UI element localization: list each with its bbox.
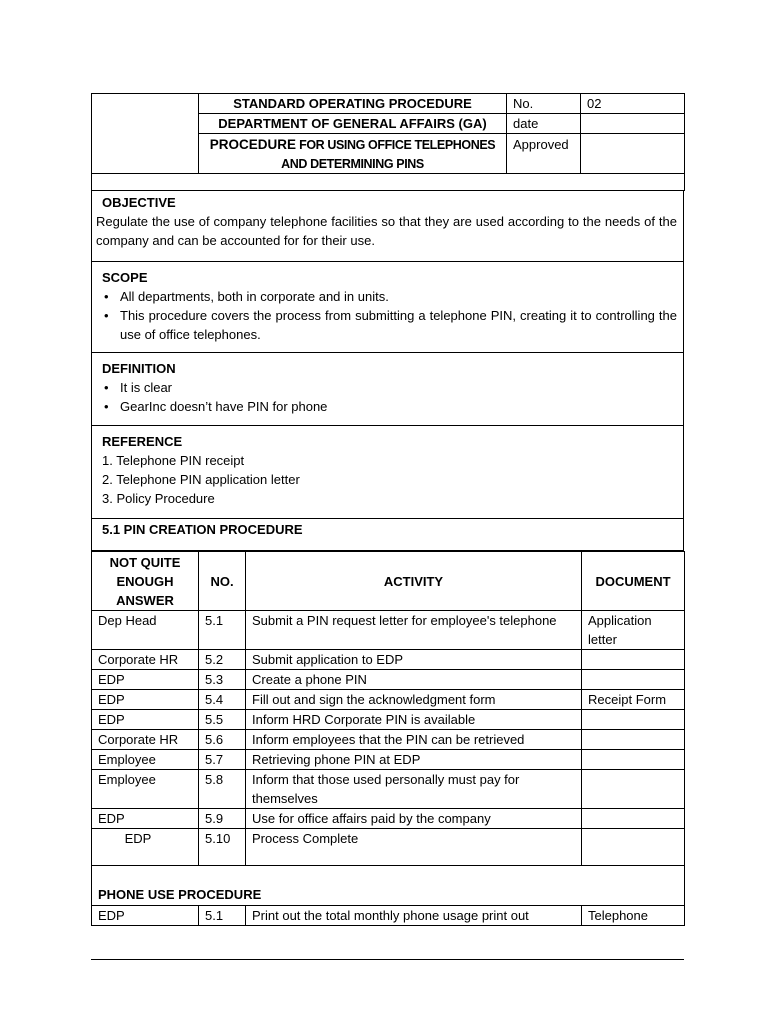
table-row bbox=[92, 809, 685, 829]
row-document bbox=[582, 710, 685, 730]
row-document bbox=[582, 650, 685, 670]
row-activity: Process Complete bbox=[246, 829, 582, 866]
table-row bbox=[92, 670, 685, 690]
procedure-title-bold: PROCEDURE bbox=[209, 137, 297, 152]
definition-section bbox=[92, 353, 684, 426]
row-activity: Inform that those used personally must pay for themselves bbox=[246, 770, 582, 809]
objective-section bbox=[92, 191, 684, 262]
row-document: Receipt Form bbox=[582, 690, 685, 710]
footer-divider bbox=[91, 959, 684, 960]
row-activity: Use for office affairs paid by the company bbox=[246, 809, 582, 829]
column-header-no: NO. bbox=[199, 552, 246, 611]
scope-section bbox=[92, 262, 684, 353]
row-role: Corporate HR bbox=[92, 650, 199, 670]
row-role: Employee bbox=[92, 770, 199, 809]
row-activity: Inform HRD Corporate PIN is available bbox=[246, 710, 582, 730]
row-document bbox=[582, 670, 685, 690]
definition-title: DEFINITION bbox=[102, 361, 176, 376]
row-document bbox=[582, 829, 685, 866]
row-role: Corporate HR bbox=[92, 730, 199, 750]
column-header-role: NOT QUITE ENOUGH ANSWER bbox=[92, 552, 199, 611]
list-item: 1. Telephone PIN receipt bbox=[102, 453, 245, 468]
approved-label: Approved bbox=[507, 134, 581, 174]
no-label: No. bbox=[507, 94, 581, 114]
approved-value bbox=[581, 134, 685, 174]
row-role: EDP bbox=[92, 809, 199, 829]
table-row bbox=[92, 829, 685, 866]
objective-title: OBJECTIVE bbox=[102, 195, 176, 210]
list-item: • GearInc doesn’t have PIN for phone bbox=[102, 397, 677, 416]
list-item: 3. Policy Procedure bbox=[102, 491, 215, 506]
sections-table bbox=[91, 191, 684, 551]
column-header-activity: ACTIVITY bbox=[246, 552, 582, 611]
table-row bbox=[92, 750, 685, 770]
row-no: 5.6 bbox=[199, 730, 246, 750]
row-no: 5.4 bbox=[199, 690, 246, 710]
department-title: DEPARTMENT OF GENERAL AFFAIRS (GA) bbox=[199, 114, 507, 134]
row-role: EDP bbox=[92, 906, 199, 926]
table-row bbox=[92, 650, 685, 670]
scope-title: SCOPE bbox=[102, 270, 148, 285]
row-activity: Print out the total monthly phone usage print out bbox=[246, 906, 582, 926]
reference-title: REFERENCE bbox=[102, 434, 183, 449]
table-row bbox=[92, 710, 685, 730]
row-role: Dep Head bbox=[92, 611, 199, 650]
column-header-document: DOCUMENT bbox=[582, 552, 685, 611]
table-row bbox=[92, 730, 685, 750]
row-role: EDP bbox=[92, 690, 199, 710]
table-row bbox=[92, 906, 685, 926]
date-value bbox=[581, 114, 685, 134]
row-activity: Submit a PIN request letter for employee's telephone bbox=[246, 611, 582, 650]
pin-creation-table bbox=[91, 551, 685, 926]
reference-section bbox=[92, 426, 684, 519]
procedure-title bbox=[199, 134, 507, 174]
row-role: EDP bbox=[92, 829, 199, 866]
row-no: 5.10 bbox=[199, 829, 246, 866]
row-no: 5.8 bbox=[199, 770, 246, 809]
row-document bbox=[582, 730, 685, 750]
spacer-row bbox=[92, 174, 685, 191]
row-no: 5.3 bbox=[199, 670, 246, 690]
row-no: 5.7 bbox=[199, 750, 246, 770]
definition-list bbox=[98, 378, 677, 416]
list-item: • All departments, both in corporate and in units. bbox=[102, 287, 677, 306]
scope-list bbox=[98, 287, 677, 344]
row-activity: Retrieving phone PIN at EDP bbox=[246, 750, 582, 770]
row-activity: Create a phone PIN bbox=[246, 670, 582, 690]
row-role: EDP bbox=[92, 710, 199, 730]
row-document bbox=[582, 750, 685, 770]
reference-list bbox=[98, 451, 677, 508]
row-document: Telephone bbox=[582, 906, 685, 926]
row-no: 5.2 bbox=[199, 650, 246, 670]
sop-title: STANDARD OPERATING PROCEDURE bbox=[199, 94, 507, 114]
list-item: • This procedure covers the process from submitting a telephone PIN, creating it to controlling the use of office telephones. bbox=[102, 306, 677, 344]
sop-document bbox=[91, 93, 684, 926]
row-no: 5.9 bbox=[199, 809, 246, 829]
row-document bbox=[582, 809, 685, 829]
row-activity: Submit application to EDP bbox=[246, 650, 582, 670]
procedure-title-rest: FOR USING OFFICE TELEPHONES AND DETERMINING PINS bbox=[281, 138, 496, 171]
row-document: Application letter bbox=[582, 611, 685, 650]
date-label: date bbox=[507, 114, 581, 134]
row-no: 5.1 bbox=[199, 611, 246, 650]
row-no: 5.1 bbox=[199, 906, 246, 926]
objective-text: Regulate the use of company telephone facilities so that they are used according to the needs of the company and can be accounted for for their use. bbox=[96, 214, 677, 248]
pin-creation-title: 5.1 PIN CREATION PROCEDURE bbox=[92, 519, 684, 551]
row-role: EDP bbox=[92, 670, 199, 690]
phone-use-title: PHONE USE PROCEDURE bbox=[92, 866, 685, 906]
logo-cell bbox=[92, 94, 199, 174]
no-value: 02 bbox=[581, 94, 685, 114]
table-row bbox=[92, 770, 685, 809]
row-activity: Fill out and sign the acknowledgment form bbox=[246, 690, 582, 710]
row-no: 5.5 bbox=[199, 710, 246, 730]
row-document bbox=[582, 770, 685, 809]
row-role: Employee bbox=[92, 750, 199, 770]
row-activity: Inform employees that the PIN can be retrieved bbox=[246, 730, 582, 750]
table-row bbox=[92, 611, 685, 650]
list-item: 2. Telephone PIN application letter bbox=[102, 472, 300, 487]
header-table bbox=[91, 93, 685, 191]
list-item: • It is clear bbox=[102, 378, 677, 397]
table-row bbox=[92, 690, 685, 710]
